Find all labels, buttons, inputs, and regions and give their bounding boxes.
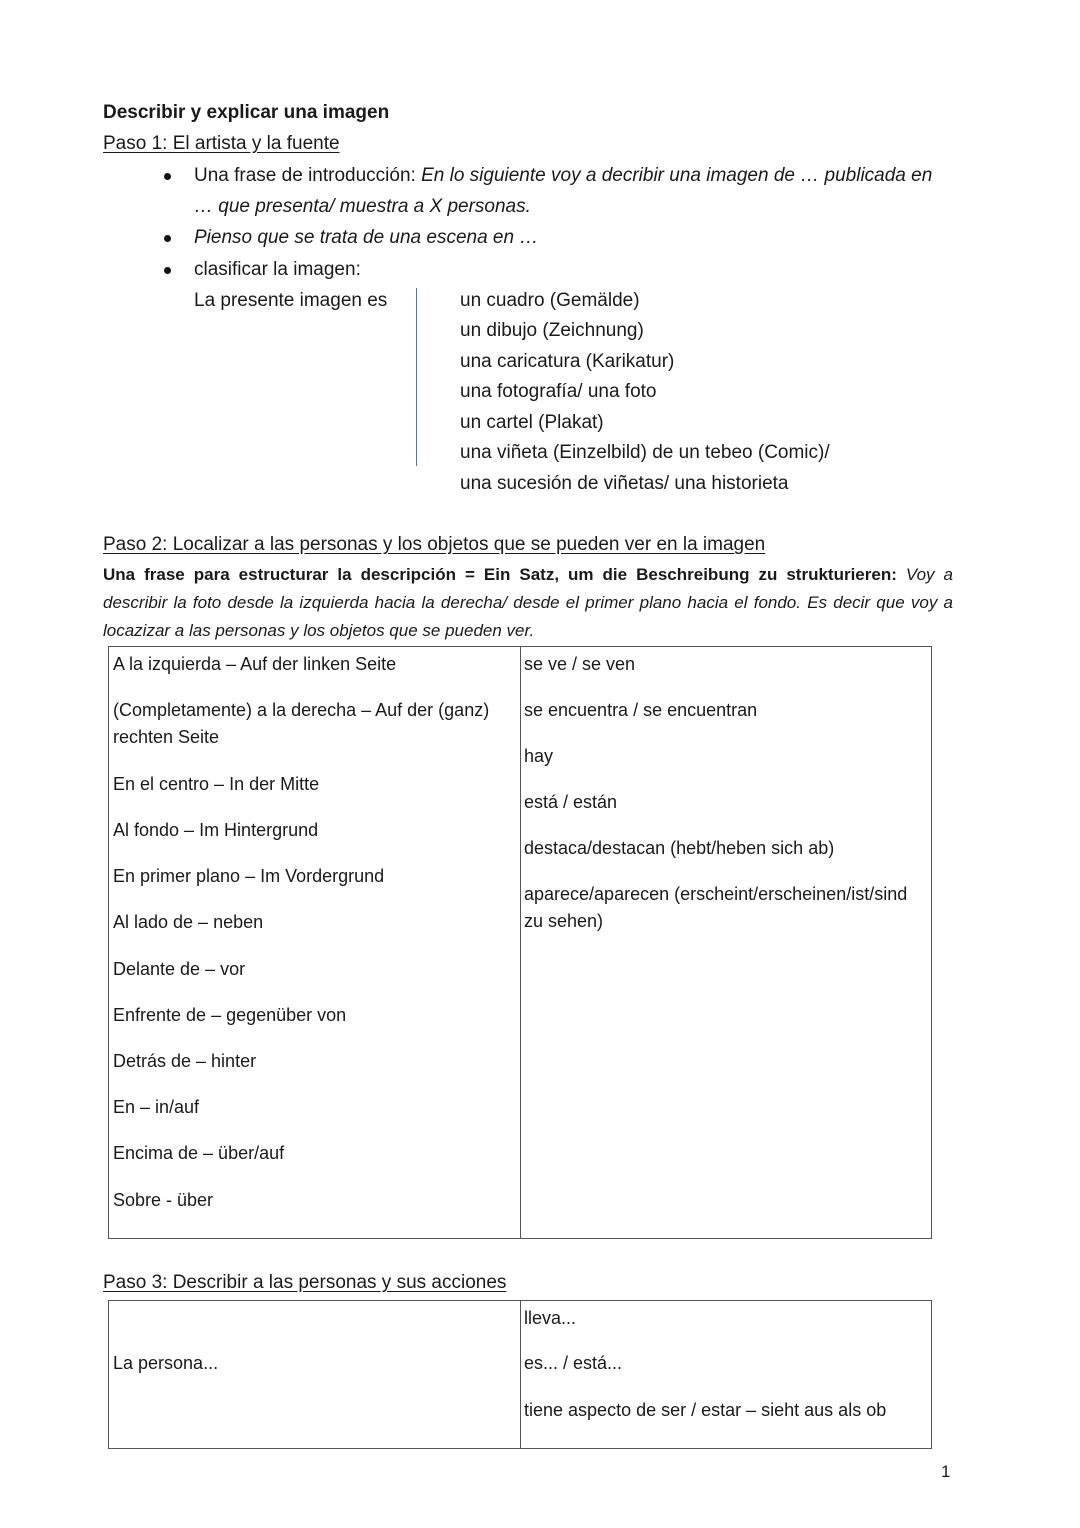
paso3-heading: Paso 3: Describir a las personas y sus acciones [103, 1272, 507, 1293]
table-cell: Enfrente de – gegenüber von [113, 1005, 347, 1025]
table-cell: Al lado de – neben [113, 912, 264, 932]
table-cell: En el centro – In der Mitte [113, 774, 320, 794]
option-item: un cartel (Plakat) [460, 412, 604, 433]
table-cell: En – in/auf [113, 1097, 200, 1117]
page-number: 1 [941, 1462, 951, 1481]
classification-lead: La presente imagen es [194, 290, 388, 311]
option-item: un cuadro (Gemälde) [460, 290, 640, 311]
bullet-icon [164, 173, 171, 180]
table-cell: A la izquierda – Auf der linken Seite [113, 654, 397, 674]
table-cell: La persona... [113, 1353, 219, 1373]
option-item: una viñeta (Einzelbild) de un tebeo (Comic)/ [460, 442, 830, 463]
paso2-intro-bold: Una frase para estructurar la descripción = Ein Satz, um die Beschreibung zu strukturieren: [103, 565, 897, 584]
table-cell: tiene aspecto de ser / estar – sieht aus als ob [524, 1400, 887, 1420]
bullet1-italic: En lo siguiente voy a decribir una imagen de … publicada en [421, 165, 933, 186]
paso2-intro-italic: Voy a describir la foto desde la izquierda hacia la derecha/ desde el primer plano hacia el fondo. Es decir que voy a locazizar a las personas y los objetos que se pueden ver. [103, 565, 953, 640]
bullet-icon [164, 235, 171, 242]
paso1-heading: Paso 1: El artista y la fuente [103, 133, 340, 154]
table-cell: rechten Seite [113, 727, 220, 747]
table-cell: (Completamente) a la derecha – Auf der (ganz) [113, 700, 490, 720]
table-cell: se ve / se ven [524, 654, 636, 674]
document-title: Describir y explicar una imagen [103, 102, 390, 123]
bullet-icon [164, 267, 171, 274]
option-item: una caricatura (Karikatur) [460, 351, 675, 372]
paso2-intro [103, 561, 953, 645]
table-cell: se encuentra / se encuentran [524, 700, 758, 720]
table-cell: Encima de – über/auf [113, 1143, 285, 1163]
table-cell: lleva... [524, 1308, 577, 1328]
table-cell: En primer plano – Im Vordergrund [113, 866, 385, 886]
option-item: un dibujo (Zeichnung) [460, 320, 644, 341]
bullet1-text [194, 165, 932, 187]
persons-table [108, 1300, 932, 1449]
table-cell: Sobre - über [113, 1190, 214, 1210]
table-cell: es... / está... [524, 1353, 623, 1373]
table-cell: zu sehen) [524, 911, 604, 931]
option-divider [416, 288, 417, 466]
paso2-heading: Paso 2: Localizar a las personas y los objetos que se pueden ver en la imagen [103, 534, 766, 555]
option-item: una sucesión de viñetas/ una historieta [460, 473, 789, 494]
bullet2-text: Pienso que se trata de una escena en … [194, 227, 539, 248]
bullet1-continuation: … que presenta/ muestra a X personas. [194, 196, 531, 217]
option-item: una fotografía/ una foto [460, 381, 657, 402]
table-cell: hay [524, 746, 554, 766]
table-cell: Delante de – vor [113, 959, 246, 979]
bullet3-text: clasificar la imagen: [194, 259, 361, 280]
table-divider [520, 647, 521, 1238]
table-cell: está / están [524, 792, 618, 812]
table-divider [520, 1301, 521, 1448]
bullet1-label: Una frase de introducción: [194, 165, 422, 186]
table-cell: destaca/destacan (hebt/heben sich ab) [524, 838, 835, 858]
table-cell: Al fondo – Im Hintergrund [113, 820, 319, 840]
table-cell: Detrás de – hinter [113, 1051, 257, 1071]
table-cell: aparece/aparecen (erscheint/erscheinen/ist/sind [524, 884, 908, 904]
